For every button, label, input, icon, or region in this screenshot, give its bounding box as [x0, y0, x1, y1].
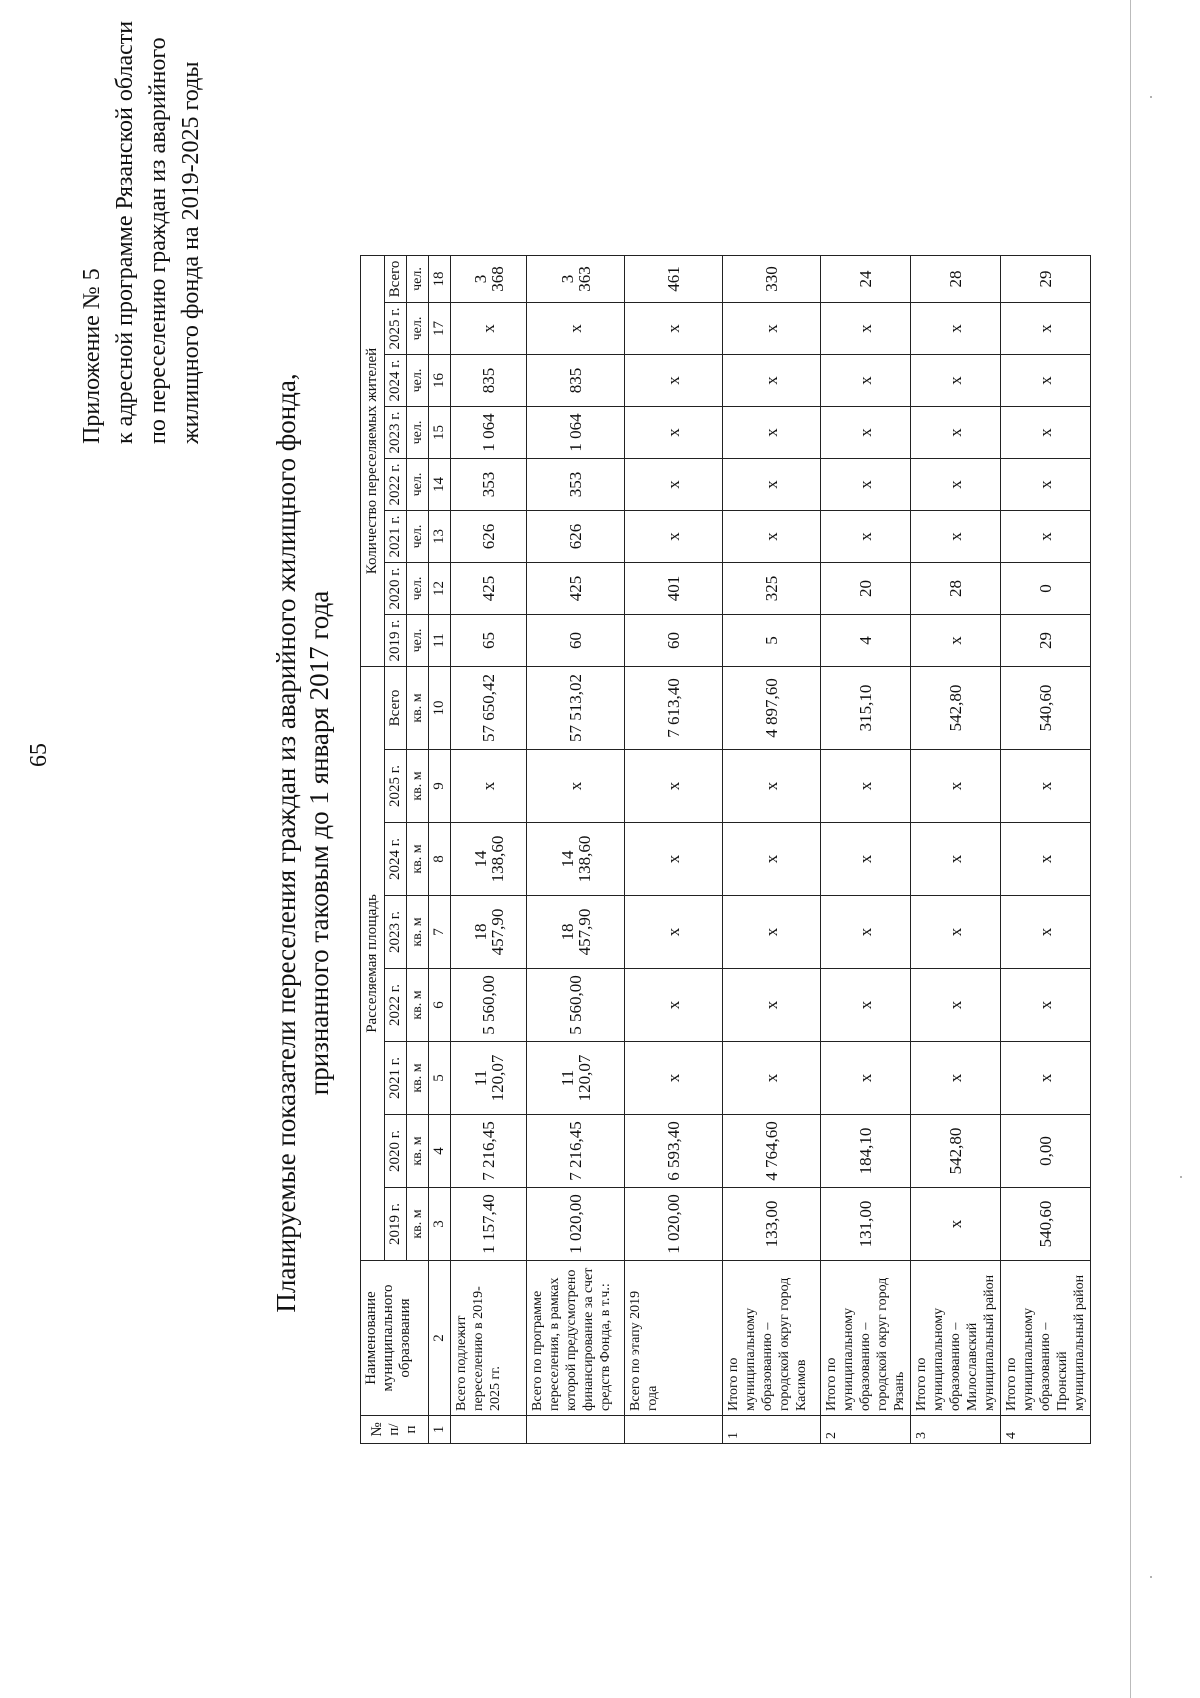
people-value: 4	[821, 615, 911, 667]
column-number: 9	[429, 750, 451, 823]
people-value: 20	[821, 563, 911, 615]
people-unit-header: чел.	[407, 407, 429, 459]
people-value: х	[723, 459, 821, 511]
people-value: 425	[527, 563, 625, 615]
people-value: 330	[723, 256, 821, 303]
area-value: х	[911, 823, 1001, 896]
people-value: 3 363	[527, 256, 625, 303]
area-value: 57 513,02	[527, 667, 625, 750]
area-year-header: 2019 г.	[385, 1188, 407, 1261]
municipality-name: Всего подлежит переселению в 2019-2025 гг.	[451, 1261, 527, 1416]
people-value: 626	[527, 511, 625, 563]
municipality-name: Итого по муниципальному образованию – Милославский муниципальный район	[911, 1261, 1001, 1416]
people-value: 28	[911, 256, 1001, 303]
area-year-header: 2021 г.	[385, 1042, 407, 1115]
people-unit-header: чел.	[407, 563, 429, 615]
header-people-group: Количество переселяемых жителей	[361, 256, 385, 667]
column-number: 3	[429, 1188, 451, 1261]
column-number: 15	[429, 407, 451, 459]
area-value: х	[723, 750, 821, 823]
row-number: 3	[911, 1416, 1001, 1444]
area-value: х	[723, 969, 821, 1042]
area-value: х	[625, 1042, 723, 1115]
people-value: х	[527, 303, 625, 355]
area-value: 540,60	[1001, 667, 1091, 750]
area-value: х	[1001, 969, 1091, 1042]
people-value: 325	[723, 563, 821, 615]
people-unit-header: чел.	[407, 615, 429, 667]
area-value: 4 764,60	[723, 1115, 821, 1188]
area-value: 184,10	[821, 1115, 911, 1188]
area-unit-header: кв. м	[407, 667, 429, 750]
people-value: 461	[625, 256, 723, 303]
area-value: х	[723, 1042, 821, 1115]
table-row	[451, 256, 527, 1444]
area-value: 7 216,45	[527, 1115, 625, 1188]
area-value: 0,00	[1001, 1115, 1091, 1188]
area-value: х	[821, 969, 911, 1042]
area-value: х	[723, 823, 821, 896]
column-number: 4	[429, 1115, 451, 1188]
area-value: 315,10	[821, 667, 911, 750]
people-value: х	[625, 407, 723, 459]
area-value: х	[1001, 896, 1091, 969]
area-year-header: 2024 г.	[385, 823, 407, 896]
area-value: 4 897,60	[723, 667, 821, 750]
column-number: 10	[429, 667, 451, 750]
area-value: 14 138,60	[451, 823, 527, 896]
people-unit-header: чел.	[407, 303, 429, 355]
area-value: х	[821, 896, 911, 969]
people-value: х	[821, 511, 911, 563]
scan-edge-line	[1130, 0, 1131, 1698]
area-value: 6 593,40	[625, 1115, 723, 1188]
column-number: 16	[429, 355, 451, 407]
row-number: 2	[821, 1416, 911, 1444]
table-row	[527, 256, 625, 1444]
people-total-header: Всего	[385, 256, 407, 303]
area-value: х	[911, 969, 1001, 1042]
people-value: 5	[723, 615, 821, 667]
area-value: 11 120,07	[527, 1042, 625, 1115]
column-number: 13	[429, 511, 451, 563]
people-value: х	[911, 459, 1001, 511]
row-number	[527, 1416, 625, 1444]
area-value: 7 216,45	[451, 1115, 527, 1188]
table-row	[821, 256, 911, 1444]
row-number	[625, 1416, 723, 1444]
people-value: 3 368	[451, 256, 527, 303]
people-value: х	[821, 303, 911, 355]
column-number: 11	[429, 615, 451, 667]
area-value: х	[625, 896, 723, 969]
people-value: х	[1001, 459, 1091, 511]
column-number: 8	[429, 823, 451, 896]
area-value: х	[451, 750, 527, 823]
row-number	[451, 1416, 527, 1444]
people-year-header: 2024 г.	[385, 355, 407, 407]
title-line-1: Планируемые показатели переселения граждан из аварийного жилищного фонда,	[271, 373, 301, 1313]
table-row	[625, 256, 723, 1444]
appendix-line-3: по переселению граждан из аварийного	[145, 37, 171, 444]
people-value: 24	[821, 256, 911, 303]
people-value: х	[451, 303, 527, 355]
header-name: Наименование муниципального образования	[361, 1261, 429, 1416]
area-value: 18 457,90	[527, 896, 625, 969]
area-value: х	[1001, 823, 1091, 896]
people-unit-header: чел.	[407, 256, 429, 303]
municipality-name: Всего по программе переселения, в рамках которой предусмотрено финансирование за счет средств Фонда, в т.ч.:	[527, 1261, 625, 1416]
column-number: 17	[429, 303, 451, 355]
area-year-header: 2023 г.	[385, 896, 407, 969]
area-unit-header: кв. м	[407, 1188, 429, 1261]
area-value: х	[1001, 1042, 1091, 1115]
appendix-line-1: Приложение № 5	[79, 268, 105, 444]
area-value: 542,80	[911, 667, 1001, 750]
people-value: 29	[1001, 256, 1091, 303]
area-unit-header: кв. м	[407, 896, 429, 969]
area-value: х	[911, 750, 1001, 823]
page-number: 65	[26, 743, 52, 767]
appendix-line-4: жилищного фонда на 2019-2025 годы	[178, 61, 204, 444]
people-unit-header: чел.	[407, 459, 429, 511]
municipality-name: Итого по муниципальному образованию – городской округ город Касимов	[723, 1261, 821, 1416]
scan-speck	[1150, 1576, 1152, 1578]
people-value: х	[1001, 407, 1091, 459]
people-value: 353	[527, 459, 625, 511]
people-value: х	[911, 355, 1001, 407]
people-value: х	[625, 355, 723, 407]
area-value: 5 560,00	[527, 969, 625, 1042]
area-value: 18 457,90	[451, 896, 527, 969]
people-value: 0	[1001, 563, 1091, 615]
people-year-header: 2022 г.	[385, 459, 407, 511]
column-number: 12	[429, 563, 451, 615]
people-value: 28	[911, 563, 1001, 615]
area-value: х	[911, 1188, 1001, 1261]
municipality-name: Итого по муниципальному образованию – Пронский муниципальный район	[1001, 1261, 1091, 1416]
people-year-header: 2021 г.	[385, 511, 407, 563]
row-number: 4	[1001, 1416, 1091, 1444]
people-value: 60	[625, 615, 723, 667]
column-number: 6	[429, 969, 451, 1042]
people-value: 65	[451, 615, 527, 667]
people-value: 626	[451, 511, 527, 563]
area-value: х	[625, 823, 723, 896]
area-unit-header: кв. м	[407, 1042, 429, 1115]
people-value: 401	[625, 563, 723, 615]
people-value: 425	[451, 563, 527, 615]
area-unit-header: кв. м	[407, 1115, 429, 1188]
header-num: № п/п	[361, 1416, 429, 1444]
area-value: х	[625, 969, 723, 1042]
people-year-header: 2023 г.	[385, 407, 407, 459]
people-value: 60	[527, 615, 625, 667]
people-value: 1 064	[451, 407, 527, 459]
people-year-header: 2025 г.	[385, 303, 407, 355]
people-value: х	[911, 511, 1001, 563]
area-value: 1 157,40	[451, 1188, 527, 1261]
municipality-name: Всего по этапу 2019 года	[625, 1261, 723, 1416]
appendix-header	[76, 0, 208, 444]
area-value: 131,00	[821, 1188, 911, 1261]
column-number: 1	[429, 1416, 451, 1444]
people-value: 835	[451, 355, 527, 407]
people-value: х	[911, 407, 1001, 459]
area-value: х	[527, 750, 625, 823]
area-year-header: 2025 г.	[385, 750, 407, 823]
row-number: 1	[723, 1416, 821, 1444]
column-number: 5	[429, 1042, 451, 1115]
area-year-header: 2020 г.	[385, 1115, 407, 1188]
area-value: х	[911, 896, 1001, 969]
area-value: х	[821, 823, 911, 896]
column-number: 2	[429, 1261, 451, 1416]
title-line-2: признанного таковым до 1 января 2017 года	[304, 590, 334, 1096]
people-year-header: 2020 г.	[385, 563, 407, 615]
header-area-group: Расселяемая площадь	[361, 667, 385, 1261]
people-unit-header: чел.	[407, 511, 429, 563]
area-value: х	[625, 750, 723, 823]
municipality-name: Итого по муниципальному образованию – городской округ город Рязань	[821, 1261, 911, 1416]
table-row	[911, 256, 1001, 1444]
scan-speck	[1150, 96, 1152, 98]
area-value: х	[821, 750, 911, 823]
people-value: 1 064	[527, 407, 625, 459]
people-value: 353	[451, 459, 527, 511]
area-value: х	[723, 896, 821, 969]
people-value: х	[723, 511, 821, 563]
area-unit-header: кв. м	[407, 823, 429, 896]
area-value: х	[911, 1042, 1001, 1115]
column-number: 7	[429, 896, 451, 969]
area-value: 7 613,40	[625, 667, 723, 750]
area-value: 57 650,42	[451, 667, 527, 750]
people-value: х	[911, 615, 1001, 667]
column-number: 18	[429, 256, 451, 303]
table-row	[1001, 256, 1091, 1444]
table-row	[723, 256, 821, 1444]
area-unit-header: кв. м	[407, 750, 429, 823]
scan-speck	[1180, 1176, 1182, 1178]
column-number: 14	[429, 459, 451, 511]
area-total-header: Всего	[385, 667, 407, 750]
appendix-line-2: к адресной программе Рязанской области	[112, 20, 138, 444]
people-value: х	[821, 355, 911, 407]
people-value: х	[911, 303, 1001, 355]
people-value: х	[625, 459, 723, 511]
area-value: 5 560,00	[451, 969, 527, 1042]
people-value: х	[821, 459, 911, 511]
people-value: х	[723, 303, 821, 355]
area-value: 1 020,00	[625, 1188, 723, 1261]
people-year-header: 2019 г.	[385, 615, 407, 667]
resettlement-table	[360, 255, 1091, 1444]
people-value: х	[821, 407, 911, 459]
document-title	[270, 343, 336, 1343]
people-value: х	[1001, 355, 1091, 407]
people-value: х	[1001, 303, 1091, 355]
people-value: х	[723, 407, 821, 459]
area-value: х	[821, 1042, 911, 1115]
people-value: 835	[527, 355, 625, 407]
people-value: х	[625, 511, 723, 563]
area-value: 1 020,00	[527, 1188, 625, 1261]
area-value: х	[1001, 750, 1091, 823]
people-unit-header: чел.	[407, 355, 429, 407]
area-value: 11 120,07	[451, 1042, 527, 1115]
area-value: 14 138,60	[527, 823, 625, 896]
area-year-header: 2022 г.	[385, 969, 407, 1042]
people-value: х	[625, 303, 723, 355]
people-value: 29	[1001, 615, 1091, 667]
area-value: 540,60	[1001, 1188, 1091, 1261]
people-value: х	[1001, 511, 1091, 563]
area-unit-header: кв. м	[407, 969, 429, 1042]
people-value: х	[723, 355, 821, 407]
area-value: 542,80	[911, 1115, 1001, 1188]
area-value: 133,00	[723, 1188, 821, 1261]
